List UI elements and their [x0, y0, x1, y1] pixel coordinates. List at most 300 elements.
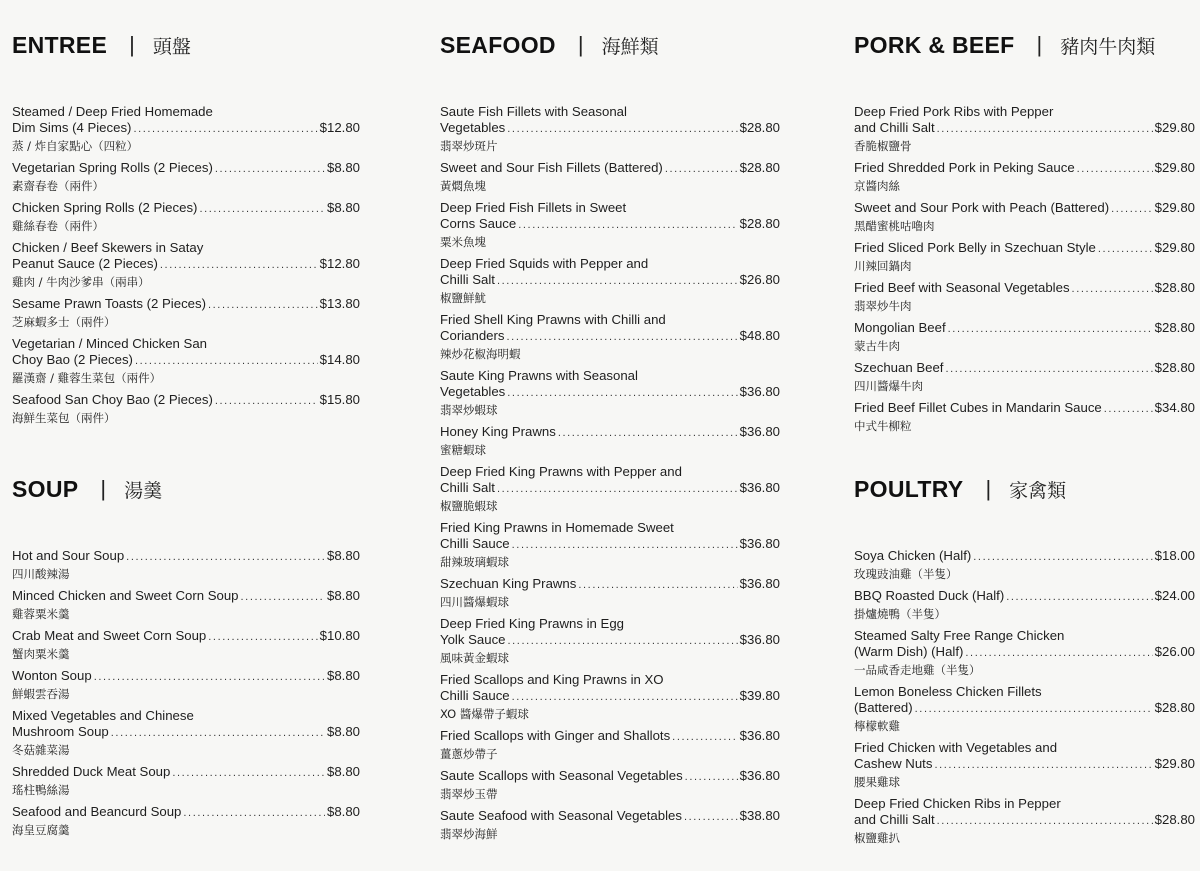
menu-item-name-zh: 黃燜魚塊: [440, 179, 486, 193]
menu-item-name: and Chilli Salt: [854, 812, 935, 827]
menu-item-name-zh: 鮮蝦雲吞湯: [12, 687, 70, 701]
menu-item-name: Chicken Spring Rolls (2 Pieces): [12, 200, 198, 215]
menu-item: [854, 104, 1195, 154]
section-title-zh: 頭盤: [152, 35, 191, 58]
menu-item-price-line: [12, 392, 360, 409]
menu-item-price: $26.00: [1154, 644, 1195, 659]
menu-item: [854, 400, 1195, 434]
dot-leader: [135, 353, 318, 369]
menu-item: [854, 160, 1195, 194]
menu-item-price-line: [440, 160, 780, 177]
section-title-en: SEAFOOD: [440, 31, 556, 58]
menu-item-price-line: [12, 628, 360, 645]
dot-leader: [512, 689, 738, 705]
menu-item: [12, 548, 360, 582]
dot-leader: [965, 645, 1152, 661]
menu-item-name-zh: 椒鹽鮮魷: [440, 291, 486, 305]
menu-item-price-line: [440, 424, 780, 441]
menu-item-name: Crab Meat and Sweet Corn Soup: [12, 628, 207, 643]
menu-item-name-zh: 四川醬爆蝦球: [440, 595, 509, 609]
menu-item-price-line: [854, 756, 1195, 773]
menu-item-price: $8.80: [326, 588, 360, 603]
menu-item-name: Wonton Soup: [12, 668, 92, 683]
seafood-item-list: [440, 104, 780, 842]
pork-beef-item-list: [854, 104, 1195, 434]
menu-item-name-zh: 一品咸香走地雞（半隻）: [854, 663, 981, 677]
dot-leader: [937, 121, 1153, 137]
section-heading: [854, 28, 1195, 62]
menu-item: [440, 768, 780, 802]
menu-item-price: $8.80: [326, 764, 360, 779]
menu-item-name: Fried Chicken with Vegetables and: [854, 740, 1058, 755]
menu-item-price: $18.00: [1154, 548, 1195, 563]
menu-item-name: Deep Fried Chicken Ribs in Pepper: [854, 796, 1061, 811]
menu-item-name: Soya Chicken (Half): [854, 548, 972, 563]
menu-item: [854, 200, 1195, 234]
menu-item-price: $29.80: [1154, 756, 1195, 771]
dot-leader: [133, 121, 317, 137]
menu-item-price-line: [440, 480, 780, 497]
menu-item-price-line: [12, 804, 360, 821]
menu-item-name-zh: 四川酸辣湯: [12, 567, 70, 581]
menu-item-name-zh: 雞絲春卷（兩件）: [12, 219, 104, 233]
section-separator: |: [100, 476, 107, 501]
menu-item-price: $8.80: [326, 724, 360, 739]
dot-leader: [512, 537, 738, 553]
menu-item: [440, 200, 780, 250]
menu-item: [440, 104, 780, 154]
menu-item-name: Mongolian Beef: [854, 320, 946, 335]
menu-item-name: Chilli Salt: [440, 480, 495, 495]
menu-item-name-line: [440, 256, 780, 272]
menu-item-price-line: [12, 160, 360, 177]
menu-item-price: $28.80: [1154, 700, 1195, 715]
menu-item-price: $36.80: [739, 536, 780, 551]
dot-leader: [199, 201, 325, 217]
menu-column-middle: [440, 28, 780, 848]
menu-item-price-line: [12, 120, 360, 137]
menu-item-name-zh: 薑蔥炒帶子: [440, 747, 498, 761]
menu-item-name-zh: 海鮮生菜包（兩件）: [12, 411, 116, 425]
menu-item-name-zh: 雞蓉粟米羹: [12, 607, 70, 621]
menu-item-name-zh: 掛爐燒鴨（半隻）: [854, 607, 946, 621]
section-title-en: PORK & BEEF: [854, 31, 1015, 58]
menu-item-price: $24.00: [1154, 588, 1195, 603]
menu-item: [440, 256, 780, 306]
menu-item-name-zh: 羅漢齋 / 雞蓉生菜包（兩件）: [12, 371, 162, 385]
menu-item-price-line: [440, 808, 780, 825]
menu-item-price: $12.80: [319, 120, 360, 135]
menu-item-price-line: [440, 632, 780, 649]
menu-item: [12, 200, 360, 234]
menu-item-name-line: [440, 312, 780, 328]
menu-item: [12, 588, 360, 622]
dot-leader: [172, 765, 325, 781]
menu-item-name-zh: 蒙古牛肉: [854, 339, 900, 353]
dot-leader: [1006, 589, 1152, 605]
menu-item-name-line: [440, 616, 780, 632]
menu-item: [854, 684, 1195, 734]
dot-leader: [937, 813, 1153, 829]
menu-item-price: $29.80: [1154, 120, 1195, 135]
menu-item-name: Lemon Boneless Chicken Fillets: [854, 684, 1042, 699]
menu-item-name: Seafood San Choy Bao (2 Pieces): [12, 392, 213, 407]
menu-item-price-line: [12, 256, 360, 273]
menu-item-price-line: [854, 120, 1195, 137]
menu-item-name: Deep Fried Fish Fillets in Sweet: [440, 200, 627, 215]
menu-item-price-line: [854, 548, 1195, 565]
section-heading: [854, 472, 1195, 506]
dot-leader: [126, 549, 325, 565]
menu-column-right: [854, 28, 1195, 852]
menu-item-price: $28.80: [739, 120, 780, 135]
menu-item-name: Shredded Duck Meat Soup: [12, 764, 171, 779]
menu-item-name: Vegetarian Spring Rolls (2 Pieces): [12, 160, 213, 175]
dot-leader: [508, 633, 738, 649]
menu-item-name: Yolk Sauce: [440, 632, 506, 647]
menu-item-name-zh: 四川醬爆牛肉: [854, 379, 923, 393]
menu-item-price-line: [440, 120, 780, 137]
menu-item-name-zh: 翡翠炒海鮮: [440, 827, 498, 841]
dot-leader: [1072, 281, 1153, 297]
menu-item: [12, 240, 360, 290]
menu-item-name: Chilli Sauce: [440, 536, 510, 551]
menu-item: [440, 728, 780, 762]
menu-item-price-line: [854, 400, 1195, 417]
dot-leader: [665, 161, 738, 177]
menu-item-name-line: [440, 200, 780, 216]
dot-leader: [507, 329, 738, 345]
menu-item-price-line: [854, 320, 1195, 337]
menu-item-price: $28.80: [1154, 320, 1195, 335]
menu-item-name-line: [12, 104, 360, 120]
menu-item-name-zh: 辣炒花椒海明蝦: [440, 347, 521, 361]
menu-item-name: Corianders: [440, 328, 505, 343]
menu-item-price-line: [12, 296, 360, 313]
dot-leader: [497, 273, 738, 289]
menu-item-name: Fried Beef Fillet Cubes in Mandarin Sauce: [854, 400, 1102, 415]
menu-item-name-line: [854, 740, 1195, 756]
menu-item-name: Saute Fish Fillets with Seasonal: [440, 104, 627, 119]
dot-leader: [1104, 401, 1153, 417]
menu-item-price: $29.80: [1154, 160, 1195, 175]
section-title-zh: 湯羹: [124, 479, 163, 502]
menu-item: [12, 764, 360, 798]
dot-leader: [507, 385, 737, 401]
menu-item-name-zh: 玫瑰豉油雞（半隻）: [854, 567, 958, 581]
dot-leader: [497, 481, 738, 497]
menu-item-name: Cashew Nuts: [854, 756, 933, 771]
menu-item-price: $28.80: [739, 160, 780, 175]
menu-item-price: $39.80: [739, 688, 780, 703]
menu-item-price: $12.80: [319, 256, 360, 271]
menu-item: [12, 104, 360, 154]
pork-beef-section: [854, 28, 1195, 434]
menu-item-name: Vegetarian / Minced Chicken San: [12, 336, 207, 351]
section-heading: [440, 28, 780, 62]
menu-item-name-zh: XO 醬爆帶子蝦球: [440, 707, 529, 721]
menu-item: [12, 804, 360, 838]
dot-leader: [208, 629, 317, 645]
menu-item: [12, 392, 360, 426]
menu-item-price: $28.80: [1154, 812, 1195, 827]
menu-item-price-line: [854, 200, 1195, 217]
menu-item-name-zh: 冬菇雜菜湯: [12, 743, 70, 757]
dot-leader: [685, 769, 738, 785]
menu-item-name: Sweet and Sour Fish Fillets (Battered): [440, 160, 663, 175]
menu-item: [854, 360, 1195, 394]
menu-item-name: (Battered): [854, 700, 913, 715]
menu-item-name-zh: 中式牛柳粒: [854, 419, 912, 433]
menu-item-name: Corns Sauce: [440, 216, 517, 231]
dot-leader: [672, 729, 737, 745]
menu-item-price: $36.80: [739, 576, 780, 591]
menu-item-price: $8.80: [326, 200, 360, 215]
menu-item-price: $28.80: [1154, 360, 1195, 375]
section-separator: |: [129, 32, 135, 57]
menu-item-price-line: [440, 728, 780, 745]
menu-item-name-zh: 椒鹽脆蝦球: [440, 499, 498, 513]
menu-item-price: $13.80: [319, 296, 360, 311]
menu-item-price-line: [440, 768, 780, 785]
menu-item-name: Saute King Prawns with Seasonal: [440, 368, 638, 383]
menu-item-price: $8.80: [326, 548, 360, 563]
menu-item-name-line: [854, 628, 1195, 644]
menu-item-name-line: [440, 368, 780, 384]
menu-item-price: $29.80: [1154, 200, 1195, 215]
menu-item: [440, 616, 780, 666]
menu-item: [12, 628, 360, 662]
menu-item-name-zh: 翡翠炒玉帶: [440, 787, 498, 801]
menu-item-name: and Chilli Salt: [854, 120, 935, 135]
section-separator: |: [985, 476, 992, 501]
menu-item-name: Fried Sliced Pork Belly in Szechuan Style: [854, 240, 1096, 255]
dot-leader: [518, 217, 737, 233]
entree-item-list: [12, 104, 360, 426]
menu-item-name: Chicken / Beef Skewers in Satay: [12, 240, 204, 255]
section-title-zh: 豬肉牛肉類: [1060, 35, 1156, 58]
menu-item-price-line: [12, 724, 360, 741]
dot-leader: [94, 669, 325, 685]
menu-item-name-zh: 翡翠炒斑片: [440, 139, 498, 153]
menu-item: [440, 576, 780, 610]
menu-item-price: $14.80: [319, 352, 360, 367]
dot-leader: [215, 161, 325, 177]
menu-item-price-line: [440, 536, 780, 553]
menu-item-name: Sesame Prawn Toasts (2 Pieces): [12, 296, 206, 311]
menu-item-price: $8.80: [326, 668, 360, 683]
menu-item-name-zh: 香脆椒鹽骨: [854, 139, 912, 153]
menu-item: [440, 424, 780, 458]
menu-item-name-zh: 芝麻蝦多士（兩件）: [12, 315, 116, 329]
menu-item-price-line: [12, 548, 360, 565]
menu-item: [440, 368, 780, 418]
menu-item-price: $36.80: [739, 728, 780, 743]
menu-item-name-zh: 蟹肉粟米羹: [12, 647, 70, 661]
menu-item-name: Deep Fried King Prawns in Egg: [440, 616, 624, 631]
menu-item-name: Vegetables: [440, 384, 506, 399]
menu-item-price: $36.80: [739, 768, 780, 783]
section-heading: [12, 28, 360, 62]
menu-item-name-zh: 素齋春卷（兩件）: [12, 179, 104, 193]
poultry-item-list: [854, 548, 1195, 846]
menu-item-name: Szechuan King Prawns: [440, 576, 577, 591]
menu-item-price-line: [440, 384, 780, 401]
menu-item-name: Deep Fried Pork Ribs with Pepper: [854, 104, 1054, 119]
seafood-section: [440, 28, 780, 842]
menu-item-name-zh: 黑醋蜜桃咕嚕肉: [854, 219, 935, 233]
menu-item: [440, 520, 780, 570]
dot-leader: [507, 121, 737, 137]
menu-item: [440, 808, 780, 842]
menu-item: [854, 796, 1195, 846]
menu-item-name: Fried Beef with Seasonal Vegetables: [854, 280, 1070, 295]
menu-item-price: $26.80: [739, 272, 780, 287]
menu-item-name: Dim Sims (4 Pieces): [12, 120, 132, 135]
dot-leader: [684, 809, 738, 825]
menu-item: [854, 280, 1195, 314]
menu-item-name: Szechuan Beef: [854, 360, 944, 375]
menu-item-price: $48.80: [739, 328, 780, 343]
section-separator: |: [577, 32, 584, 57]
poultry-section: [854, 472, 1195, 846]
menu-item-price-line: [440, 688, 780, 705]
menu-item-price: $28.80: [1154, 280, 1195, 295]
menu-item-name-line: [12, 708, 360, 724]
menu-item-name: (Warm Dish) (Half): [854, 644, 964, 659]
menu-item-name-line: [440, 520, 780, 536]
menu-item: [440, 312, 780, 362]
menu-item-name-zh: 腰果雞球: [854, 775, 900, 789]
menu-item-name-zh: 川辣回鍋肉: [854, 259, 912, 273]
dot-leader: [208, 297, 318, 313]
menu-item: [12, 708, 360, 758]
menu-item-price: $8.80: [326, 160, 360, 175]
menu-item-name-zh: 甜辣玻璃蝦球: [440, 555, 509, 569]
section-title-zh: 海鮮類: [601, 35, 659, 58]
dot-leader: [183, 805, 325, 821]
dot-leader: [945, 361, 1152, 377]
menu-item-price-line: [854, 588, 1195, 605]
menu-item-name: BBQ Roasted Duck (Half): [854, 588, 1005, 603]
menu-item-price: $36.80: [739, 424, 780, 439]
menu-item-name-line: [854, 796, 1195, 812]
menu-item-name: Steamed Salty Free Range Chicken: [854, 628, 1065, 643]
dot-leader: [1111, 201, 1153, 217]
menu-item: [12, 668, 360, 702]
soup-section: [12, 472, 360, 838]
menu-item-price: $34.80: [1154, 400, 1195, 415]
menu-item-price-line: [854, 360, 1195, 377]
menu-item-name-zh: 瑤柱鴨絲湯: [12, 783, 70, 797]
menu-item-name-zh: 椒鹽雞扒: [854, 831, 900, 845]
menu-item: [854, 548, 1195, 582]
menu-item-name-zh: 雞肉 / 牛肉沙爹串（兩串）: [12, 275, 150, 289]
menu-item-name-zh: 翡翠炒蝦球: [440, 403, 498, 417]
menu-item-name: Saute Scallops with Seasonal Vegetables: [440, 768, 683, 783]
menu-item-price-line: [854, 700, 1195, 717]
menu-item-price-line: [854, 812, 1195, 829]
soup-item-list: [12, 548, 360, 838]
menu-item: [12, 296, 360, 330]
menu-item: [440, 672, 780, 722]
section-title-zh: 家禽類: [1009, 479, 1067, 502]
dot-leader: [973, 549, 1152, 565]
section-separator: |: [1036, 32, 1043, 57]
menu-item-name: Deep Fried Squids with Pepper and: [440, 256, 649, 271]
menu-item-name-line: [440, 672, 780, 688]
menu-item-name: Chilli Salt: [440, 272, 495, 287]
menu-item-name-zh: 風味黃金蝦球: [440, 651, 509, 665]
menu-column-left: [12, 28, 360, 844]
menu-item: [440, 160, 780, 194]
dot-leader: [111, 725, 325, 741]
section-title-en: POULTRY: [854, 475, 964, 502]
menu-item-price-line: [12, 200, 360, 217]
section-title-en: SOUP: [12, 475, 79, 502]
dot-leader: [215, 393, 318, 409]
menu-item-price: $36.80: [739, 384, 780, 399]
menu-item-price: $36.80: [739, 632, 780, 647]
menu-item: [12, 336, 360, 386]
menu-item-name: Saute Seafood with Seasonal Vegetables: [440, 808, 682, 823]
menu-item-name: Hot and Sour Soup: [12, 548, 125, 563]
menu-item-name-line: [854, 104, 1195, 120]
menu-item-price-line: [854, 644, 1195, 661]
menu-item-price: $29.80: [1154, 240, 1195, 255]
dot-leader: [915, 701, 1153, 717]
dot-leader: [241, 589, 325, 605]
entree-section: [12, 28, 360, 426]
menu-item: [854, 628, 1195, 678]
menu-item-name-line: [440, 104, 780, 120]
menu-item-name-zh: 粟米魚塊: [440, 235, 486, 249]
menu-item-name-line: [12, 240, 360, 256]
dot-leader: [1098, 241, 1153, 257]
menu-item-price: $28.80: [739, 216, 780, 231]
menu-item-name: Deep Fried King Prawns with Pepper and: [440, 464, 682, 479]
menu-item: [854, 240, 1195, 274]
menu-item-price-line: [12, 588, 360, 605]
menu-item-price-line: [854, 240, 1195, 257]
menu-item-price-line: [12, 668, 360, 685]
menu-item-name-zh: 檸檬軟雞: [854, 719, 900, 733]
section-heading: [12, 472, 360, 506]
menu-item: [854, 740, 1195, 790]
menu-item-name-line: [440, 464, 780, 480]
menu-item: [440, 464, 780, 514]
menu-item-name: Fried Scallops with Ginger and Shallots: [440, 728, 671, 743]
menu-item-price-line: [440, 576, 780, 593]
dot-leader: [934, 757, 1152, 773]
menu-item-name: Minced Chicken and Sweet Corn Soup: [12, 588, 239, 603]
section-title-en: ENTREE: [12, 31, 108, 58]
menu-item: [854, 588, 1195, 622]
menu-item-name: Chilli Sauce: [440, 688, 510, 703]
menu-item-name-zh: 蒸 / 炸自家點心（四粒）: [12, 139, 139, 153]
menu-item-price-line: [440, 216, 780, 233]
menu-item-name: Peanut Sauce (2 Pieces): [12, 256, 158, 271]
menu-item-price: $15.80: [319, 392, 360, 407]
menu-item-price-line: [12, 352, 360, 369]
menu-item-name: Seafood and Beancurd Soup: [12, 804, 182, 819]
menu-item: [854, 320, 1195, 354]
menu-item-name: Steamed / Deep Fried Homemade: [12, 104, 213, 119]
menu-item-name: Fried King Prawns in Homemade Sweet: [440, 520, 674, 535]
menu-item-price: $8.80: [326, 804, 360, 819]
menu-item-name-zh: 蜜糖蝦球: [440, 443, 486, 457]
menu-item-name: Sweet and Sour Pork with Peach (Battered): [854, 200, 1110, 215]
